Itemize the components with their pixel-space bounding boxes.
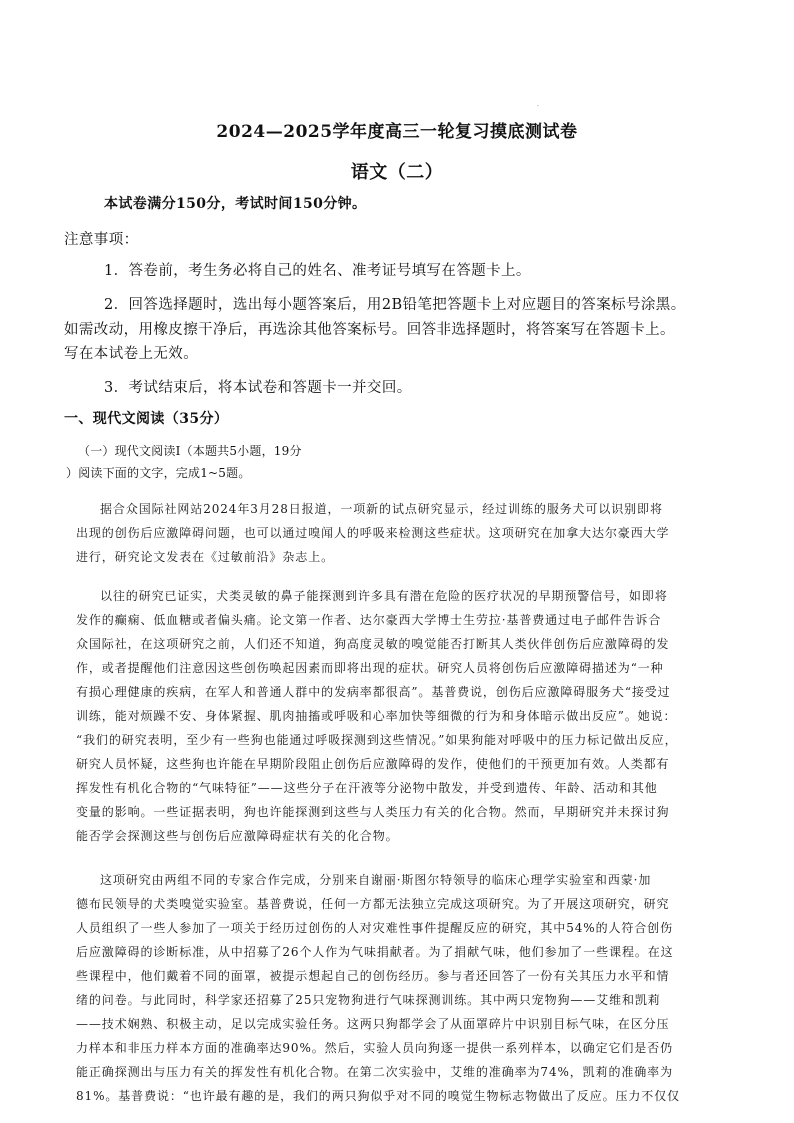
passage-line: “我们的研究表明，至少有一些狗也能通过呼吸探测到这些情况。”如果狗能对呼吸中的压力标记做出反应， xyxy=(76,733,678,747)
exam-title: 2024—2025学年度高三一轮复习摸底测试卷 xyxy=(216,122,578,142)
passage-paragraph-4 xyxy=(76,1012,716,1108)
passage-line: 以往的研究已证实，犬类灵敏的鼻子能探测到许多具有潜在危险的医疗状况的早期预警信号，如即将 xyxy=(100,589,668,603)
passage-line: 这项研究由两组不同的专家合作完成，分别来自谢丽·斯图尔特领导的临床心理学实验室和西蒙·加 xyxy=(100,873,652,887)
passage-line: 有损心理健康的疾病，在军人和普通人群中的发病率都很高”。基普费说，创伤后应激障碍服务犬“接受过 xyxy=(76,685,671,699)
passage-line: 力样本和非压力样本方面的准确率达90%。然后，实验人员向狗逐一提供一系列样本，以确定它们是否仍 xyxy=(76,1041,673,1055)
passage-line: 后应激障碍的诊断标准，从中招募了26个人作为气味捐献者。为了捐献气味，他们参加了一些课程。在这 xyxy=(76,945,674,959)
passage-line: 81%。基普费说：“也许最有趣的是，我们的两只狗似乎对不同的嗅觉生物标志物做出了反应。压力不仅仅 xyxy=(76,1089,681,1103)
decorative-dot: · xyxy=(537,103,539,110)
passage-line: 出现的创伤后应激障碍问题，也可以通过嗅闻人的呼吸来检测这些症状。这项研究在加拿大达尔豪西大学 xyxy=(76,526,670,540)
passage-line: 训练，能对烦躁不安、身体紧握、肌肉抽搐或呼吸和心率加快等细微的行为和身体暗示做出反应”。她说： xyxy=(76,709,677,723)
passage-line: 人员组织了一些人参加了一项关于经历过创伤的人对灾难性事件提醒反应的研究，其中54%的人符合创伤 xyxy=(76,921,673,935)
passage-line: ——技术娴熟、积极主动，足以完成实验任务。这两只狗都学会了从面罩碎片中识别目标气味，在区分压 xyxy=(76,1017,670,1031)
subsection-line-2: ）阅读下面的文字，完成1~5题。 xyxy=(66,466,251,480)
passage-paragraph-1 xyxy=(76,497,716,569)
passage-line: 绪的问卷。与此同时，科学家还招募了25只宠物狗进行气味探测训练。其中两只宠物狗——艾维和凯莉 xyxy=(76,993,661,1007)
passage-paragraph-3 xyxy=(76,868,716,1012)
passage-line: 据合众国际社网站2024年3月28日报道，一项新的试点研究显示，经过训练的服务犬可以识别即将 xyxy=(100,502,663,516)
passage-line: 作，或者提醒他们注意因这些创伤唤起因素而即将出现的症状。研究人员将创伤后应激障碍描述为“一种 xyxy=(76,661,664,675)
passage-line: 变量的影响。一些证据表明，狗也许能探测到这些与人类压力有关的化合物。然而，早期研究并未探讨狗 xyxy=(76,805,670,819)
notes-heading: 注意事项： xyxy=(64,232,139,248)
note-item-2-line-3: 写在本试卷上无效。 xyxy=(64,346,199,362)
passage-line: 研究人员怀疑，这些狗也许能在早期阶段阻止创伤后应激障碍的发作，使他们的干预更加有效。人类都有 xyxy=(76,757,670,771)
passage-paragraph-2 xyxy=(76,584,716,848)
passage-line: 些课程中，他们戴着不同的面罩，被提示想起自己的创伤经历。参与者还回答了一份有关其压力水平和情 xyxy=(76,969,670,983)
passage-line: 挥发性有机化合物的“气味特征”——这些分子在汗液等分泌物中散发，并受到遗传、年龄、活动和其他 xyxy=(76,781,658,795)
passage-line: 进行，研究论文发表在《过敏前沿》杂志上。 xyxy=(76,550,335,564)
note-item-2-line-2: 如需改动，用橡皮擦干净后，再选涂其他答案标号。回答非选择题时，将答案写在答题卡上。 xyxy=(64,322,675,338)
passage-line: 能正确探测出与压力有关的挥发性有机化合物。在第二次实验中，艾维的准确率为74%，凯莉的准确率为 xyxy=(76,1065,673,1079)
passage-line: 能否学会探测这些与创伤后应激障碍症状有关的化合物。 xyxy=(76,829,399,843)
passage-line: 众国际社，在这项研究之前，人们还不知道，狗高度灵敏的嗅觉能否打断其人类伙伴创伤后应激障碍的发 xyxy=(76,637,670,651)
subsection-line-1: （一）现代文阅读Ⅰ（本题共5小题，19分 xyxy=(78,444,302,458)
passage-line: 发作的癫痫、低血糖或者偏头痛。论文第一作者、达尔豪西大学博士生劳拉·基普费通过电子邮件告诉合 xyxy=(76,613,662,627)
note-item-3: 3．考试结束后，将本试卷和答题卡一并交回。 xyxy=(104,380,412,396)
passage-line: 德布民领导的犬类嗅觉实验室。基普费说，任何一方都无法独立完成这项研究。为了开展这项研究，研究 xyxy=(76,897,670,911)
note-item-2-line-1: 2．回答选择题时，选出每小题答案后，用2B铅笔把答题卡上对应题目的答案标号涂黑。 xyxy=(104,297,686,313)
note-item-1: 1．答卷前，考生务必将自己的姓名、准考证号填写在答题卡上。 xyxy=(104,263,531,279)
exam-subtitle: 语文（二） xyxy=(350,162,444,183)
exam-info: 本试卷满分150分，考试时间150分钟。 xyxy=(104,196,367,212)
section-heading: 一、现代文阅读（35分） xyxy=(64,411,229,427)
